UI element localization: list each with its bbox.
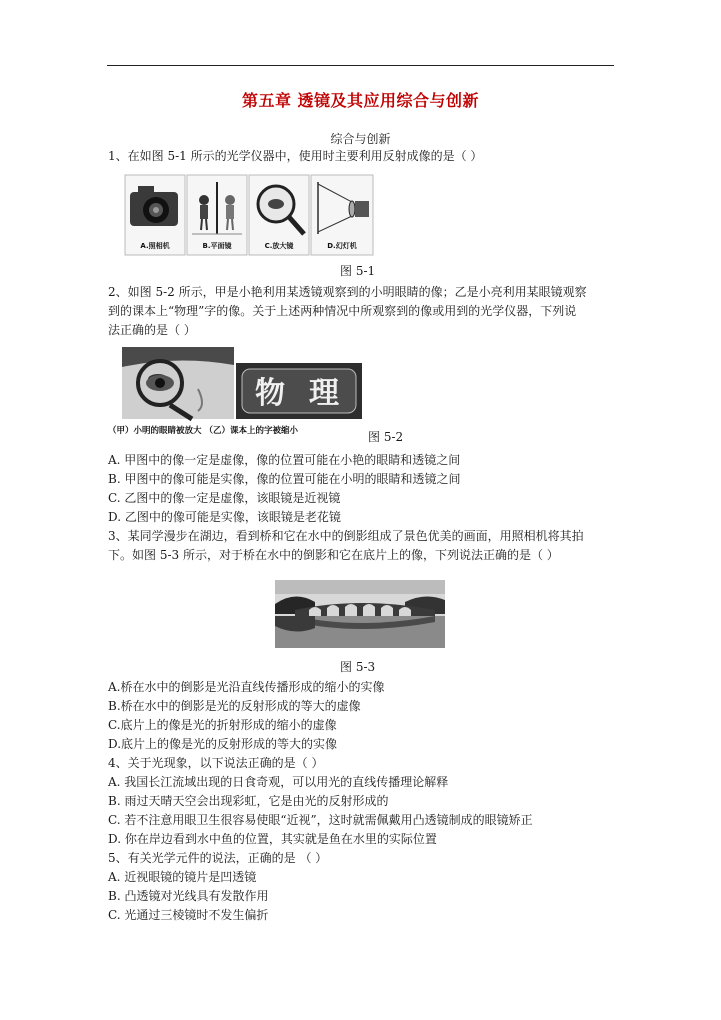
question-2-option: C. 乙图中的像一定是虚像，该眼镜是近视镜 (108, 491, 341, 505)
figure-5-2-caption: 图 5-2 (368, 430, 404, 444)
question-4-option: C. 若不注意用眼卫生很容易使眼“近视”，这时就需佩戴用凸透镜制成的眼镜矫正 (108, 813, 533, 827)
figure-label-b: B.平面镜 (202, 242, 232, 250)
figure-5-2-banner: （甲）小明的眼睛被放大 （乙）课本上的字被缩小 (108, 426, 298, 435)
question-3-option: D.底片上的像是光的反射形成的等大的实像 (108, 737, 338, 751)
question-2-text-line: 2、如图 5-2 所示，甲是小艳利用某透镜观察到的小明眼睛的像；乙是小亮利用某眼镜观察 (108, 285, 587, 299)
figure-5-1-caption: 图 5-1 (340, 264, 376, 278)
chapter-title: 第五章 透镜及其应用综合与创新 (241, 91, 480, 110)
figure-5-3-bridge-photo (275, 580, 445, 648)
question-5-option: A. 近视眼镜的镜片是凹透镜 (108, 870, 257, 884)
question-2-option: A. 甲图中的像一定是虚像，像的位置可能在小艳的眼睛和透镜之间 (108, 453, 461, 467)
figure-char: 理 (309, 376, 339, 411)
question-4-text: 4、关于光现象，以下说法正确的是（ ） (108, 756, 324, 770)
question-2-option: D. 乙图中的像可能是实像，该眼镜是老花镜 (108, 510, 341, 524)
question-4-option: B. 雨过天晴天空会出现彩虹，它是由光的反射形成的 (108, 794, 389, 808)
figure-5-3-caption: 图 5-3 (340, 660, 376, 674)
question-3-option: B.桥在水中的倒影是光的反射形成的等大的虚像 (108, 699, 361, 713)
glasses-text-photo (236, 363, 362, 419)
question-4-option: A. 我国长江流域出现的日食奇观，可以用光的直线传播理论解释 (108, 775, 449, 789)
magnified-eye-photo (122, 347, 234, 419)
question-2-option: B. 甲图中的像可能是实像，像的位置可能在小明的眼睛和透镜之间 (108, 472, 461, 486)
question-3-option: A.桥在水中的倒影是光沿直线传播形成的缩小的实像 (108, 680, 385, 694)
question-4-option: D. 你在岸边看到水中鱼的位置，其实就是鱼在水里的实际位置 (108, 832, 437, 846)
figure-label-c: C.放大镜 (264, 242, 294, 250)
figure-label-a: A.照相机 (140, 242, 170, 250)
question-1-text: 1、在如图 5-1 所示的光学仪器中，使用时主要利用反射成像的是（ ） (108, 149, 483, 163)
figure-label-d: D.幻灯机 (327, 242, 357, 250)
question-2-text-line: 到的课本上“物理”字的像。关于上述两种情况中所观察到的像或用到的光学仪器，下列说 (108, 304, 577, 318)
figure-5-1 (124, 174, 376, 256)
question-3-text-line: 3、某同学漫步在湖边，看到桥和它在水中的倒影组成了景色优美的画面，用照相机将其拍 (108, 529, 584, 543)
question-5-text: 5、有关光学元件的说法，正确的是 （ ） (108, 851, 328, 865)
figure-char: 物 (255, 376, 285, 411)
question-5-option: C. 光通过三棱镜时不发生偏折 (108, 908, 269, 922)
figure-5-2 (108, 345, 364, 435)
question-2-text-line: 法正确的是（ ） (108, 323, 196, 337)
question-3-option: C.底片上的像是光的折射形成的缩小的虚像 (108, 718, 337, 732)
header-rule (107, 65, 614, 66)
question-3-text-line: 下。如图 5-3 所示，对于桥在水中的倒影和它在底片上的像，下列说法正确的是（ ） (108, 548, 559, 562)
question-5-option: B. 凸透镜对光线具有发散作用 (108, 889, 269, 903)
section-subtitle: 综合与创新 (330, 132, 391, 146)
